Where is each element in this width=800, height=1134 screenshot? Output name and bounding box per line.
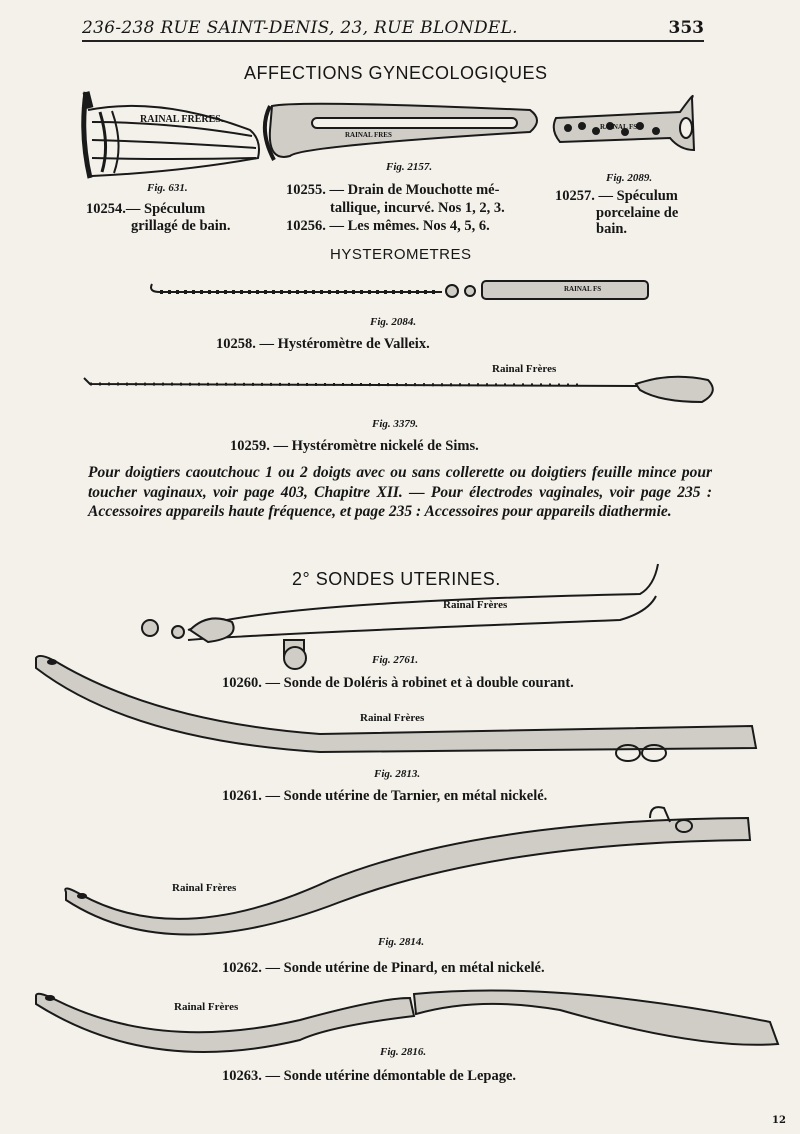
section-title-gynecologiques: AFFECTIONS GYNECOLOGIQUES: [244, 63, 548, 83]
item-10262: 10262. — Sonde utérine de Pinard, en métal nickelé.: [222, 960, 545, 976]
item-10263: 10263. — Sonde utérine démontable de Lepage.: [222, 1068, 517, 1084]
sonde-pinard-illustration: [65, 807, 750, 934]
brand-stamp: Rainal Frères: [360, 712, 425, 724]
figure-label: Fig. 2816.: [380, 1046, 427, 1058]
section-title-hysterometres: HYSTEROMETRES: [330, 246, 472, 263]
brand-stamp: Rainal Frères: [174, 1001, 239, 1013]
item-10257-line-3: bain.: [596, 221, 628, 237]
figure-label: Fig. 2089.: [606, 172, 653, 184]
section-title-sondes-uterines: 2° SONDES UTERINES.: [292, 569, 501, 589]
header-address: 236-238 RUE SAINT-DENIS, 23, RUE BLONDEL.: [82, 18, 518, 38]
item-10257-line-2: porcelaine de: [596, 205, 679, 221]
cross-reference-note: Pour doigtiers caoutchouc 1 ou 2 doigts avec ou sans collerette ou doigtiers feuille mince pour toucher vaginaux, voir page 403, Chapitre XII. — Pour électrodes vaginales, voir page 235 : Accessoires appareils haute fréquence, et page 235 : Accessoires pour appareils diathermie.: [88, 464, 712, 520]
sonde-tarnier-illustration: [36, 656, 756, 761]
item-10255-line-2: tallique, incurvé. Nos 1, 2, 3.: [330, 200, 505, 216]
figure-label: Fig. 2814.: [378, 936, 425, 948]
hysterometre-sims-illustration: [84, 377, 713, 402]
item-10258: 10258. — Hystéromètre de Valleix.: [216, 336, 430, 352]
brand-stamp: RAINAL FS: [600, 123, 638, 131]
figure-label: Fig. 2761.: [372, 654, 419, 666]
item-10255-line-1: 10255. — Drain de Mouchotte mé-: [286, 182, 500, 198]
sonde-lepage-illustration: [36, 991, 778, 1053]
brand-stamp: Rainal Frères: [172, 882, 237, 894]
brand-stamp: Rainal Frères: [443, 599, 508, 611]
drain-mouchotte-illustration: [265, 104, 537, 160]
figure-label: Fig. 2157.: [386, 161, 433, 173]
brand-stamp: Rainal Frères: [492, 363, 557, 375]
page-number: 353: [668, 18, 704, 38]
item-10256: 10256. — Les mêmes. Nos 4, 5, 6.: [286, 218, 490, 234]
figure-label: Fig. 2813.: [374, 768, 421, 780]
item-10257-line-1: 10257. — Spéculum: [555, 188, 678, 204]
brand-stamp: RAINAL FS: [564, 285, 602, 293]
item-10254-line-2: grillagé de bain.: [131, 218, 231, 234]
item-10261: 10261. — Sonde utérine de Tarnier, en métal nickelé.: [222, 788, 548, 804]
figure-label: Fig. 631.: [147, 182, 188, 194]
brand-stamp: RAINAL FRES: [345, 131, 392, 139]
item-10259: 10259. — Hystéromètre nickelé de Sims.: [230, 438, 479, 454]
figure-label: Fig. 2084.: [370, 316, 417, 328]
printer-signature: 12: [772, 1115, 786, 1126]
speculum-grille-illustration: [84, 92, 259, 178]
brand-stamp: RAINAL FRÈRES.: [140, 114, 224, 125]
item-10260: 10260. — Sonde de Doléris à robinet et à double courant.: [222, 675, 574, 691]
figure-label: Fig. 3379.: [372, 418, 419, 430]
item-10254-line-1: 10254.— Spéculum: [86, 201, 206, 217]
